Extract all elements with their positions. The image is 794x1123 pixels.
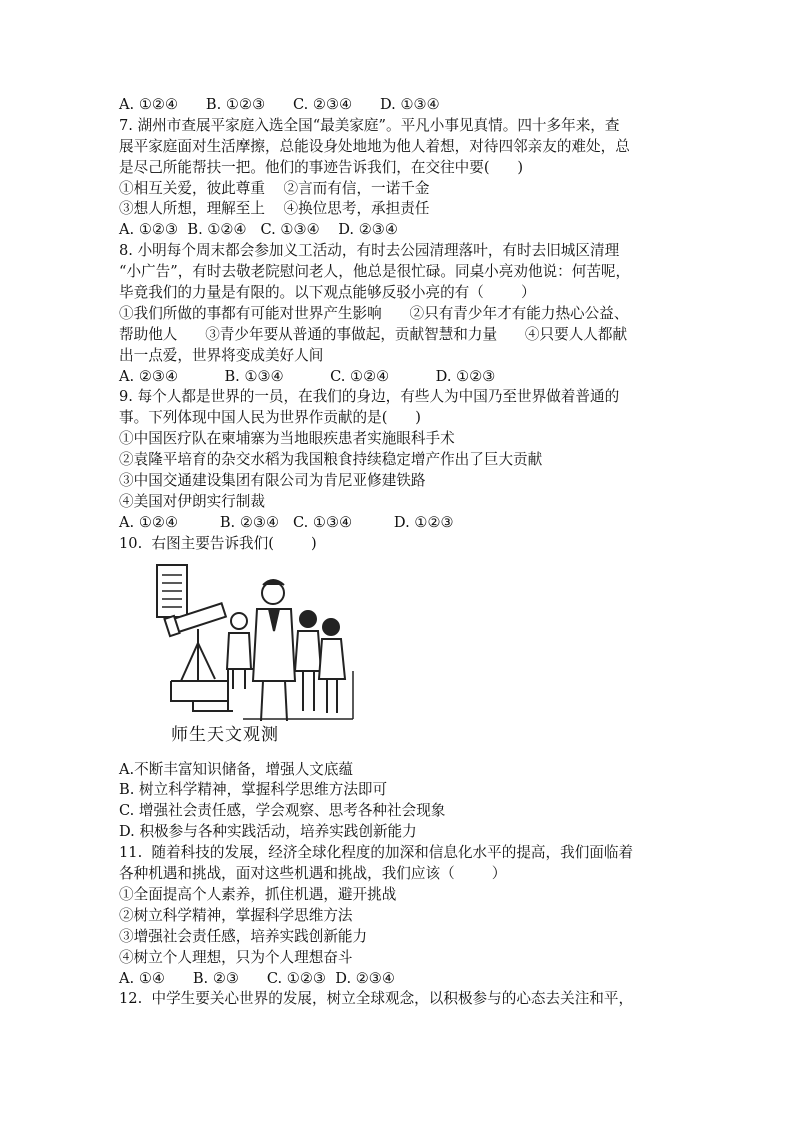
question-12	[119, 989, 679, 1010]
q11-statement: ②树立科学精神，掌握科学思维方法	[119, 906, 353, 924]
q11-statement: ①全面提高个人素养，抓住机遇，避开挑战	[119, 885, 397, 903]
q8-stem-line: “小广告”，有时去敬老院慰问老人，他总是很忙碌。同桌小亮劝他说：何苦呢，	[119, 263, 631, 281]
q8-stem-line: 8. 小明每个周末都会参加义工活动，有时去公园清理落叶，有时去旧城区清理	[119, 242, 620, 260]
q7-stem-line: 展平家庭面对生活摩擦，总能设身处地地为他人着想，对待四邻亲友的难处，总	[119, 137, 630, 155]
q11-stem-line: 11. 随着科技的发展，经济全球化程度的加深和信息化水平的提高，我们面临着	[119, 844, 634, 862]
question-7	[119, 116, 679, 241]
question-8	[119, 241, 679, 387]
q8-stem-line: 毕竟我们的力量是有限的。以下观点能够反驳小亮的有（ ）	[119, 284, 536, 302]
q9-options: A. ①②④ B. ②③④ C. ①③④ D. ①②③	[119, 513, 454, 531]
q7-stem-line: 7. 湖州市查展平家庭入选全国“最美家庭”。平凡小事见真情。四十多年来，查	[119, 116, 620, 134]
q11-statement: ④树立个人理想，只为个人理想奋斗	[119, 948, 353, 966]
q7-statement: ③想人所想，理解至上 ④换位思考，承担责任	[119, 200, 430, 218]
question-11	[119, 843, 679, 989]
q11-statement: ③增强社会责任感，培养实践创新能力	[119, 927, 368, 945]
q10-option: B. 树立科学精神，掌握科学思维方法即可	[119, 781, 388, 799]
q11-stem-line: 各种机遇和挑战，面对这些机遇和挑战，我们应该（ ）	[119, 865, 507, 883]
q9-statement: ①中国医疗队在柬埔寨为当地眼疾患者实施眼科手术	[119, 430, 455, 448]
q9-stem-line: 9. 每个人都是世界的一员，在我们的身边，有些人为中国乃至世界做着普通的	[119, 388, 620, 406]
q9-statement: ②袁隆平培育的杂交水稻为我国粮食持续稳定增产作出了巨大贡献	[119, 451, 543, 469]
question-list	[119, 95, 679, 1010]
q10-figure	[119, 555, 679, 760]
q12-stem: 12. 中学生要关心世界的发展，树立全球观念，以积极参与的心态去关注和平，	[119, 990, 634, 1008]
q10-stem: 10. 右图主要告诉我们( )	[119, 534, 317, 552]
q7-stem-line: 是尽己所能帮扶一把。他们的事迹告诉我们，在交往中要( )	[119, 158, 524, 176]
q8-statement: ①我们所做的事都有可能对世界产生影响 ②只有青少年才有能力热心公益、	[119, 304, 629, 322]
q7-options: A. ①②③ B. ①②④ C. ①③④ D. ②③④	[119, 221, 398, 239]
q6-options: A. ①②④ B. ①②③ C. ②③④ D. ①③④	[119, 96, 440, 113]
q9-stem-line: 事。下列体现中国人民为世界作贡献的是( )	[119, 409, 421, 427]
q10-option: A.不断丰富知识储备，增强人文底蕴	[119, 760, 354, 778]
astronomy-observation-illustration	[153, 561, 363, 731]
q10-option: D. 积极参与各种实践活动，培养实践创新能力	[119, 823, 417, 841]
q10-figure-caption: 师生天文观测	[171, 724, 279, 745]
q8-options: A. ②③④ B. ①③④ C. ①②④ D. ①②③	[119, 367, 496, 385]
q7-statement: ①相互关爱，彼此尊重 ②言而有信，一诺千金	[119, 179, 430, 197]
question-10	[119, 534, 679, 843]
q9-statement: ④美国对伊朗实行制裁	[119, 492, 265, 510]
question-9	[119, 387, 679, 533]
q11-options: A. ①④ B. ②③ C. ①②③ D. ②③④	[119, 969, 395, 987]
q10-option: C. 增强社会责任感，学会观察、思考各种社会现象	[119, 802, 446, 820]
q8-statement: 出一点爱，世界将变成美好人间	[119, 346, 324, 364]
q9-statement: ③中国交通建设集团有限公司为肯尼亚修建铁路	[119, 472, 426, 490]
q8-statement: 帮助他人 ③青少年要从普通的事做起，贡献智慧和力量 ④只要人人都献	[119, 325, 628, 343]
